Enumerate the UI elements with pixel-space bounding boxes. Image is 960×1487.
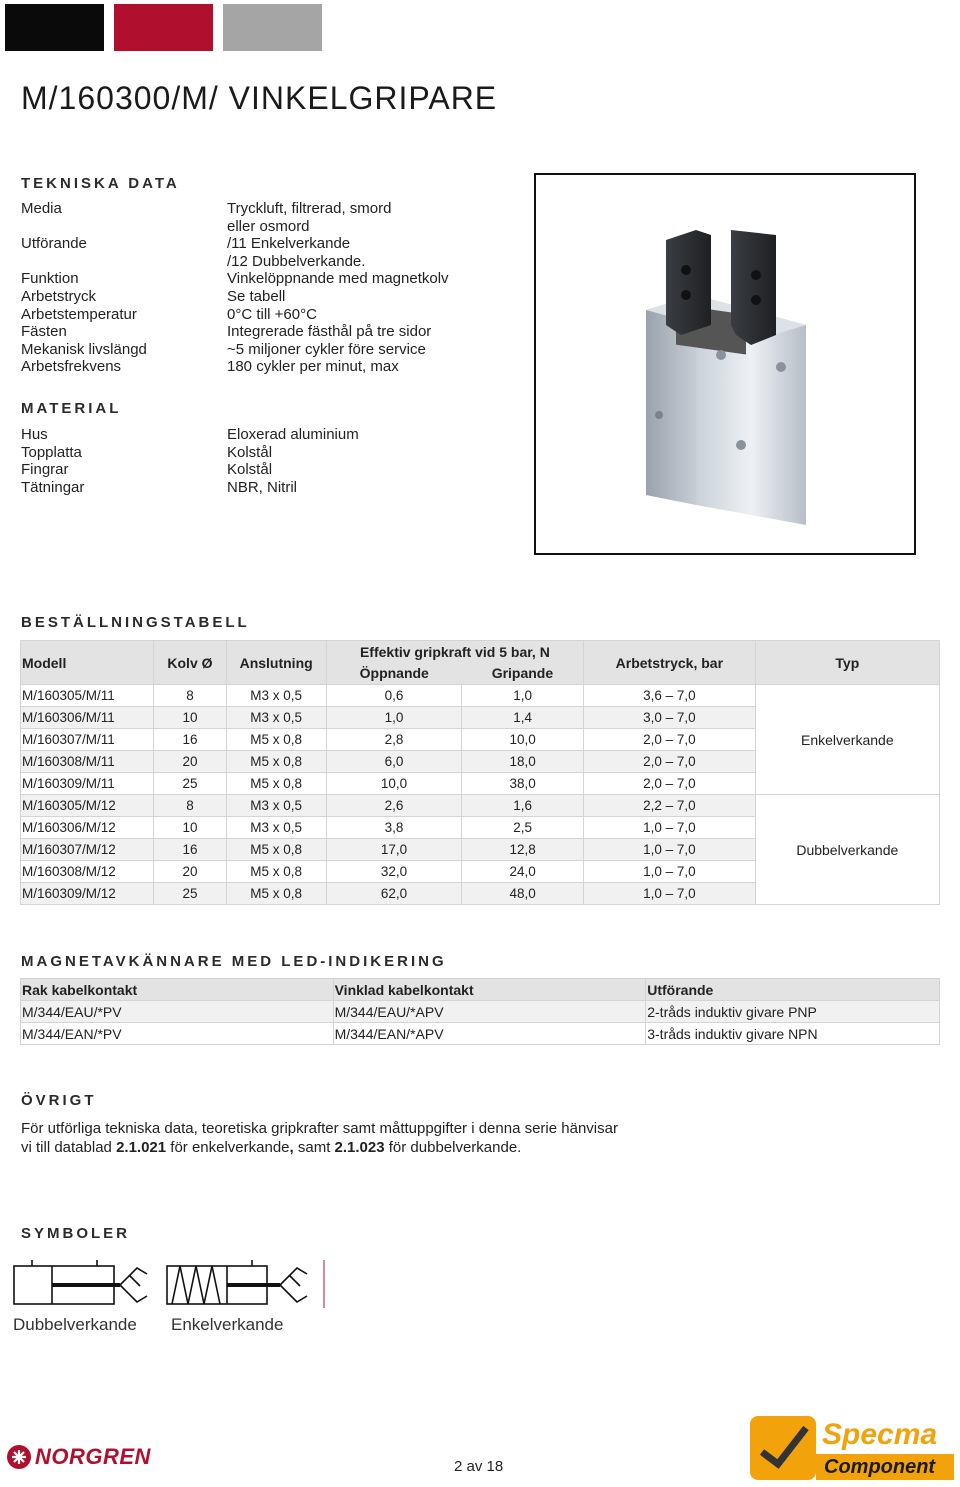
table-cell: 2,0 – 7,0 bbox=[584, 751, 756, 773]
spec-value: Se tabell bbox=[227, 287, 286, 305]
table-cell: 20 bbox=[154, 751, 226, 773]
spec-label: Utförande bbox=[21, 235, 87, 253]
material-label: Fingrar bbox=[21, 461, 69, 479]
col-header-kolv: Kolv Ø bbox=[154, 641, 226, 685]
table-cell: M/160309/M/12 bbox=[21, 883, 154, 905]
double-acting-symbol bbox=[14, 1260, 147, 1304]
table-cell: 8 bbox=[154, 685, 226, 707]
table-cell: 2,6 bbox=[326, 795, 462, 817]
table-cell: 2-tråds induktiv givare PNP bbox=[646, 1001, 940, 1023]
section-heading-tekniska-data: TEKNISKA DATA bbox=[21, 175, 180, 192]
spec-label: Arbetsfrekvens bbox=[21, 358, 122, 376]
col-header-arbetstryck: Arbetstryck, bar bbox=[584, 641, 756, 685]
ovrigt-line-1: För utförliga tekniska data, teoretiska gripkrafter samt måttuppgifter i denna serie hänvisar bbox=[21, 1120, 618, 1137]
table-cell: M/344/EAU/*APV bbox=[333, 1001, 646, 1023]
material-value: Eloxerad aluminium bbox=[227, 426, 359, 443]
table-cell: 3-tråds induktiv givare NPN bbox=[646, 1023, 940, 1045]
spec-value: Integrerade fästhål på tre sidor bbox=[227, 323, 432, 341]
spec-label: Arbetstemperatur bbox=[21, 305, 137, 323]
text-fragment: samt bbox=[293, 1139, 335, 1156]
material-values bbox=[227, 426, 527, 496]
table-cell: M5 x 0,8 bbox=[226, 773, 326, 795]
table-cell: 10 bbox=[154, 707, 226, 729]
spec-label: Mekanisk livslängd bbox=[21, 340, 147, 358]
material-labels bbox=[21, 426, 221, 496]
norgren-logo bbox=[4, 1440, 159, 1474]
table-cell: M/160305/M/12 bbox=[21, 795, 154, 817]
type-cell: Enkelverkande bbox=[755, 685, 939, 795]
type-cell: Dubbelverkande bbox=[755, 795, 939, 905]
table-cell: M/160309/M/11 bbox=[21, 773, 154, 795]
color-bar-grey bbox=[223, 4, 322, 51]
material-label: Tätningar bbox=[21, 478, 85, 496]
col-header-typ: Typ bbox=[755, 641, 939, 685]
table-cell: 16 bbox=[154, 839, 226, 861]
material-value: NBR, Nitril bbox=[227, 478, 297, 496]
ovrigt-text bbox=[21, 1119, 618, 1157]
spec-value: /11 Enkelverkande bbox=[227, 235, 351, 253]
table-cell: 12,8 bbox=[462, 839, 584, 861]
table-cell: M3 x 0,5 bbox=[226, 685, 326, 707]
spec-value: 0°C till +60°C bbox=[227, 305, 317, 323]
table-cell: 2,5 bbox=[462, 817, 584, 839]
table-cell: 3,0 – 7,0 bbox=[584, 707, 756, 729]
table-cell: 2,0 – 7,0 bbox=[584, 729, 756, 751]
spec-value: Tryckluft, filtrerad, smord bbox=[227, 200, 392, 217]
table-cell: 0,6 bbox=[326, 685, 462, 707]
table-cell: 8 bbox=[154, 795, 226, 817]
table-cell: 3,8 bbox=[326, 817, 462, 839]
col-header-oppnande: Öppnande bbox=[326, 663, 462, 685]
spec-value: 180 cykler per minut, max bbox=[227, 358, 399, 376]
table-cell: 10,0 bbox=[462, 729, 584, 751]
specma-wordmark: Specma bbox=[822, 1418, 938, 1451]
tech-spec-labels bbox=[21, 200, 221, 376]
ovrigt-line-2 bbox=[21, 1138, 618, 1157]
col-header-rak-kabelkontakt: Rak kabelkontakt bbox=[21, 979, 334, 1001]
table-cell: 1,0 bbox=[462, 685, 584, 707]
page-number: 2 av 18 bbox=[454, 1458, 504, 1475]
material-label: Hus bbox=[21, 426, 48, 443]
norgren-wordmark: NORGREN bbox=[35, 1444, 151, 1469]
table-cell: 6,0 bbox=[326, 751, 462, 773]
table-cell: 48,0 bbox=[462, 883, 584, 905]
text-fragment: för dubbelverkande. bbox=[384, 1139, 522, 1156]
table-cell: 10,0 bbox=[326, 773, 462, 795]
specma-logo bbox=[750, 1412, 956, 1484]
table-cell: M5 x 0,8 bbox=[226, 883, 326, 905]
table-cell: 3,6 – 7,0 bbox=[584, 685, 756, 707]
col-header-modell: Modell bbox=[21, 641, 154, 685]
spec-label bbox=[21, 253, 221, 271]
spec-label: Arbetstryck bbox=[21, 287, 97, 305]
spec-label: Media bbox=[21, 200, 62, 217]
symbols-diagram bbox=[12, 1260, 332, 1310]
table-cell: 1,4 bbox=[462, 707, 584, 729]
datasheet-ref-enkel: 2.1.021 bbox=[116, 1139, 167, 1156]
table-row bbox=[21, 795, 940, 817]
col-header-anslutning: Anslutning bbox=[226, 641, 326, 685]
table-cell: 24,0 bbox=[462, 861, 584, 883]
table-cell: 2,8 bbox=[326, 729, 462, 751]
material-value: Kolstål bbox=[227, 461, 273, 479]
table-cell: 18,0 bbox=[462, 751, 584, 773]
table-cell: 1,0 – 7,0 bbox=[584, 839, 756, 861]
table-cell: 1,0 – 7,0 bbox=[584, 817, 756, 839]
table-cell: M/160308/M/11 bbox=[21, 751, 154, 773]
table-cell: 1,0 – 7,0 bbox=[584, 883, 756, 905]
section-heading-ovrigt: ÖVRIGT bbox=[21, 1092, 97, 1109]
color-bar-red bbox=[114, 4, 213, 51]
table-cell: M/160308/M/12 bbox=[21, 861, 154, 883]
table-cell: M/160306/M/11 bbox=[21, 707, 154, 729]
symbol-label-dubbelverkande: Dubbelverkande bbox=[13, 1315, 137, 1334]
table-row bbox=[21, 685, 940, 707]
spec-label bbox=[21, 218, 221, 236]
table-cell: 62,0 bbox=[326, 883, 462, 905]
col-header-gripande: Gripande bbox=[462, 663, 584, 685]
text-fragment: för enkelverkande bbox=[166, 1139, 290, 1156]
table-cell: 10 bbox=[154, 817, 226, 839]
table-cell: 20 bbox=[154, 861, 226, 883]
table-cell: 25 bbox=[154, 883, 226, 905]
table-cell: M3 x 0,5 bbox=[226, 795, 326, 817]
spec-value: ~5 miljoner cykler före service bbox=[227, 340, 426, 358]
table-cell: 1,0 – 7,0 bbox=[584, 861, 756, 883]
table-cell: 2,0 – 7,0 bbox=[584, 773, 756, 795]
table-cell: M3 x 0,5 bbox=[226, 817, 326, 839]
spec-label: Fästen bbox=[21, 323, 67, 341]
material-value: Kolstål bbox=[227, 443, 273, 461]
spec-label: Funktion bbox=[21, 270, 79, 288]
table-cell: 32,0 bbox=[326, 861, 462, 883]
table-cell: 38,0 bbox=[462, 773, 584, 795]
datasheet-ref-dubbel: 2.1.023 bbox=[334, 1139, 385, 1156]
product-photo bbox=[534, 173, 916, 555]
table-cell: M/160307/M/11 bbox=[21, 729, 154, 751]
table-cell: 1,0 bbox=[326, 707, 462, 729]
table-cell: M5 x 0,8 bbox=[226, 729, 326, 751]
symbol-label-enkelverkande: Enkelverkande bbox=[171, 1315, 284, 1334]
section-heading-material: MATERIAL bbox=[21, 400, 122, 417]
table-cell: 1,6 bbox=[462, 795, 584, 817]
table-cell: M/160305/M/11 bbox=[21, 685, 154, 707]
page-title: M/160300/M/ VINKELGRIPARE bbox=[21, 80, 498, 116]
single-acting-symbol bbox=[167, 1260, 324, 1308]
table-cell: 16 bbox=[154, 729, 226, 751]
table-cell: 2,2 – 7,0 bbox=[584, 795, 756, 817]
col-header-gripkraft: Effektiv gripkraft vid 5 bar, N bbox=[326, 641, 583, 663]
section-heading-symboler: SYMBOLER bbox=[21, 1225, 131, 1242]
section-heading-bestallningstabell: BESTÄLLNINGSTABELL bbox=[21, 614, 250, 631]
table-cell: M/344/EAN/*PV bbox=[21, 1023, 334, 1045]
table-cell: 17,0 bbox=[326, 839, 462, 861]
section-heading-magnetavkannare: MAGNETAVKÄNNARE MED LED-INDIKERING bbox=[21, 953, 447, 970]
spec-value: /12 Dubbelverkande. bbox=[227, 252, 366, 270]
col-header-utforande: Utförande bbox=[646, 979, 940, 1001]
text-fragment: vi till datablad bbox=[21, 1139, 117, 1156]
table-cell: M5 x 0,8 bbox=[226, 839, 326, 861]
color-bar-black bbox=[5, 4, 104, 51]
table-cell: M3 x 0,5 bbox=[226, 707, 326, 729]
col-header-vinklad-kabelkontakt: Vinklad kabelkontakt bbox=[333, 979, 646, 1001]
table-cell: M5 x 0,8 bbox=[226, 751, 326, 773]
table-cell: M/344/EAN/*APV bbox=[333, 1023, 646, 1045]
table-cell: 25 bbox=[154, 773, 226, 795]
tech-spec-values bbox=[227, 200, 527, 376]
spec-value: eller osmord bbox=[227, 217, 310, 235]
table-cell: M/160307/M/12 bbox=[21, 839, 154, 861]
sensor-table bbox=[20, 978, 940, 1045]
material-label: Topplatta bbox=[21, 443, 82, 461]
text-fragment: , bbox=[289, 1139, 294, 1156]
spec-value: Vinkelöppnande med magnetkolv bbox=[227, 270, 449, 288]
angle-gripper-illustration bbox=[536, 175, 914, 553]
table-cell: M/160306/M/12 bbox=[21, 817, 154, 839]
component-wordmark: Component bbox=[824, 1456, 936, 1478]
order-table bbox=[20, 640, 940, 905]
table-cell: M5 x 0,8 bbox=[226, 861, 326, 883]
table-cell: M/344/EAU/*PV bbox=[21, 1001, 334, 1023]
